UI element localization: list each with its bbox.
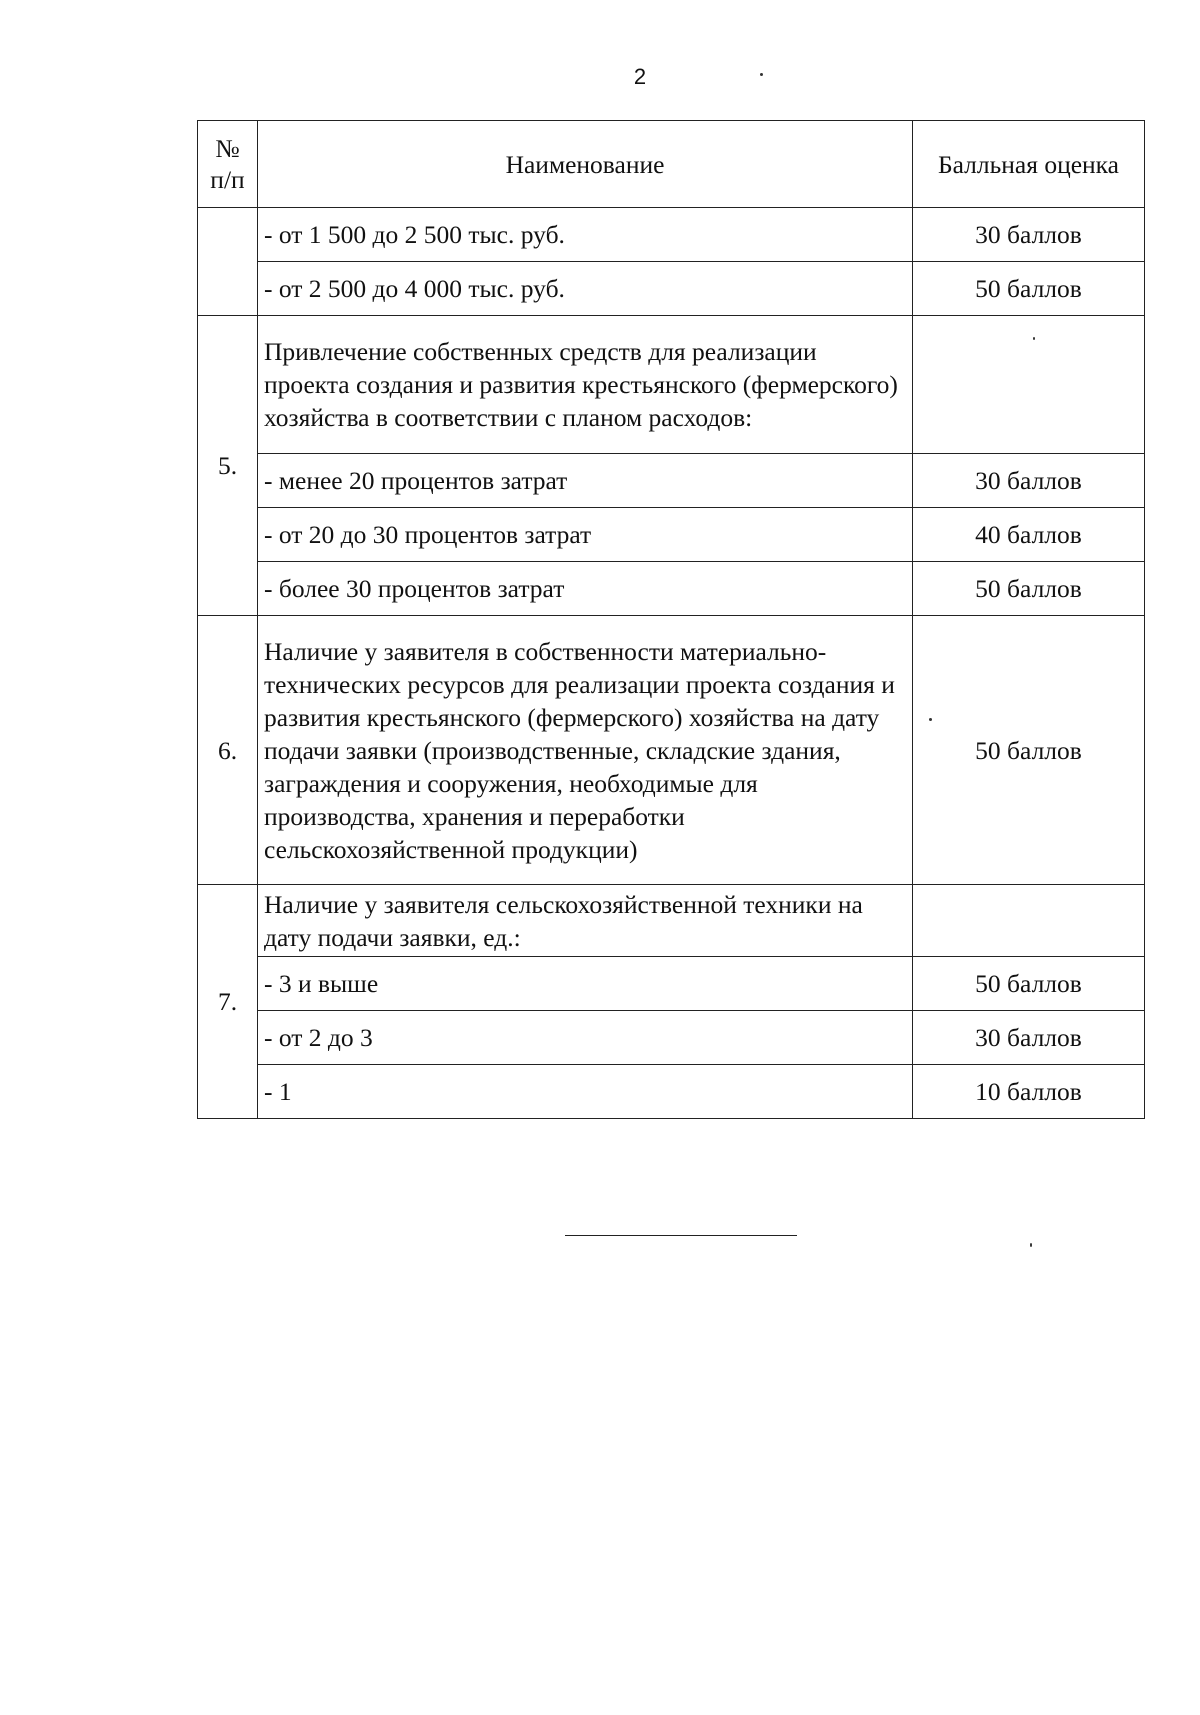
row-name: Привлечение собственных средств для реализации проекта создания и развития крестьянского (фермерского) хозяйства в соответствии с планом расходов: <box>258 316 913 454</box>
row-score: 50 баллов <box>913 562 1145 616</box>
table-row <box>198 1011 1145 1065</box>
table-row <box>198 208 1145 262</box>
row-name: - от 2 500 до 4 000 тыс. руб. <box>258 262 913 316</box>
row-name: - от 20 до 30 процентов затрат <box>258 508 913 562</box>
score-table <box>197 120 1145 1119</box>
page-number: 2 <box>633 64 647 89</box>
table-row <box>198 562 1145 616</box>
table-row <box>198 1065 1145 1119</box>
row-number: 6. <box>198 616 258 885</box>
row-name: - более 30 процентов затрат <box>258 562 913 616</box>
row-score: 50 баллов <box>913 957 1145 1011</box>
row-number: 5. <box>198 316 258 616</box>
row-score <box>913 316 1145 454</box>
row-name: - 1 <box>258 1065 913 1119</box>
row-score: 50 баллов <box>913 616 1145 885</box>
row-score: 10 баллов <box>913 1065 1145 1119</box>
row-name: - от 1 500 до 2 500 тыс. руб. <box>258 208 913 262</box>
row-name: Наличие у заявителя в собственности материально-технических ресурсов для реализации проекта создания и развития крестьянского (фермерского) хозяйства на дату подачи заявки (производственные, складские здания, заграждения и сооружения, необходимые для производства, хранения и переработки сельскохозяйственной продукции) <box>258 616 913 885</box>
scan-speck <box>760 73 763 76</box>
table-row <box>198 508 1145 562</box>
row-name: - менее 20 процентов затрат <box>258 454 913 508</box>
table-header-row <box>198 121 1145 208</box>
end-of-document-rule <box>565 1235 797 1236</box>
row-score: 30 баллов <box>913 1011 1145 1065</box>
row-name: Наличие у заявителя сельскохозяйственной техники на дату подачи заявки, ед.: <box>258 885 913 957</box>
row-score: 30 баллов <box>913 454 1145 508</box>
scan-speck <box>1030 1243 1032 1247</box>
row-score: 30 баллов <box>913 208 1145 262</box>
row-name: - 3 и выше <box>258 957 913 1011</box>
header-num-label: № п/п <box>210 134 245 194</box>
table-row <box>198 885 1145 957</box>
header-score: Балльная оценка <box>913 121 1145 208</box>
table-row <box>198 957 1145 1011</box>
table-row <box>198 454 1145 508</box>
table-row <box>198 316 1145 454</box>
table-row <box>198 262 1145 316</box>
header-num <box>198 121 258 208</box>
row-name: - от 2 до 3 <box>258 1011 913 1065</box>
row-score <box>913 885 1145 957</box>
row-score: 50 баллов <box>913 262 1145 316</box>
row-score: 40 баллов <box>913 508 1145 562</box>
row-number <box>198 208 258 316</box>
row-number: 7. <box>198 885 258 1119</box>
header-name: Наименование <box>258 121 913 208</box>
table-row <box>198 616 1145 885</box>
